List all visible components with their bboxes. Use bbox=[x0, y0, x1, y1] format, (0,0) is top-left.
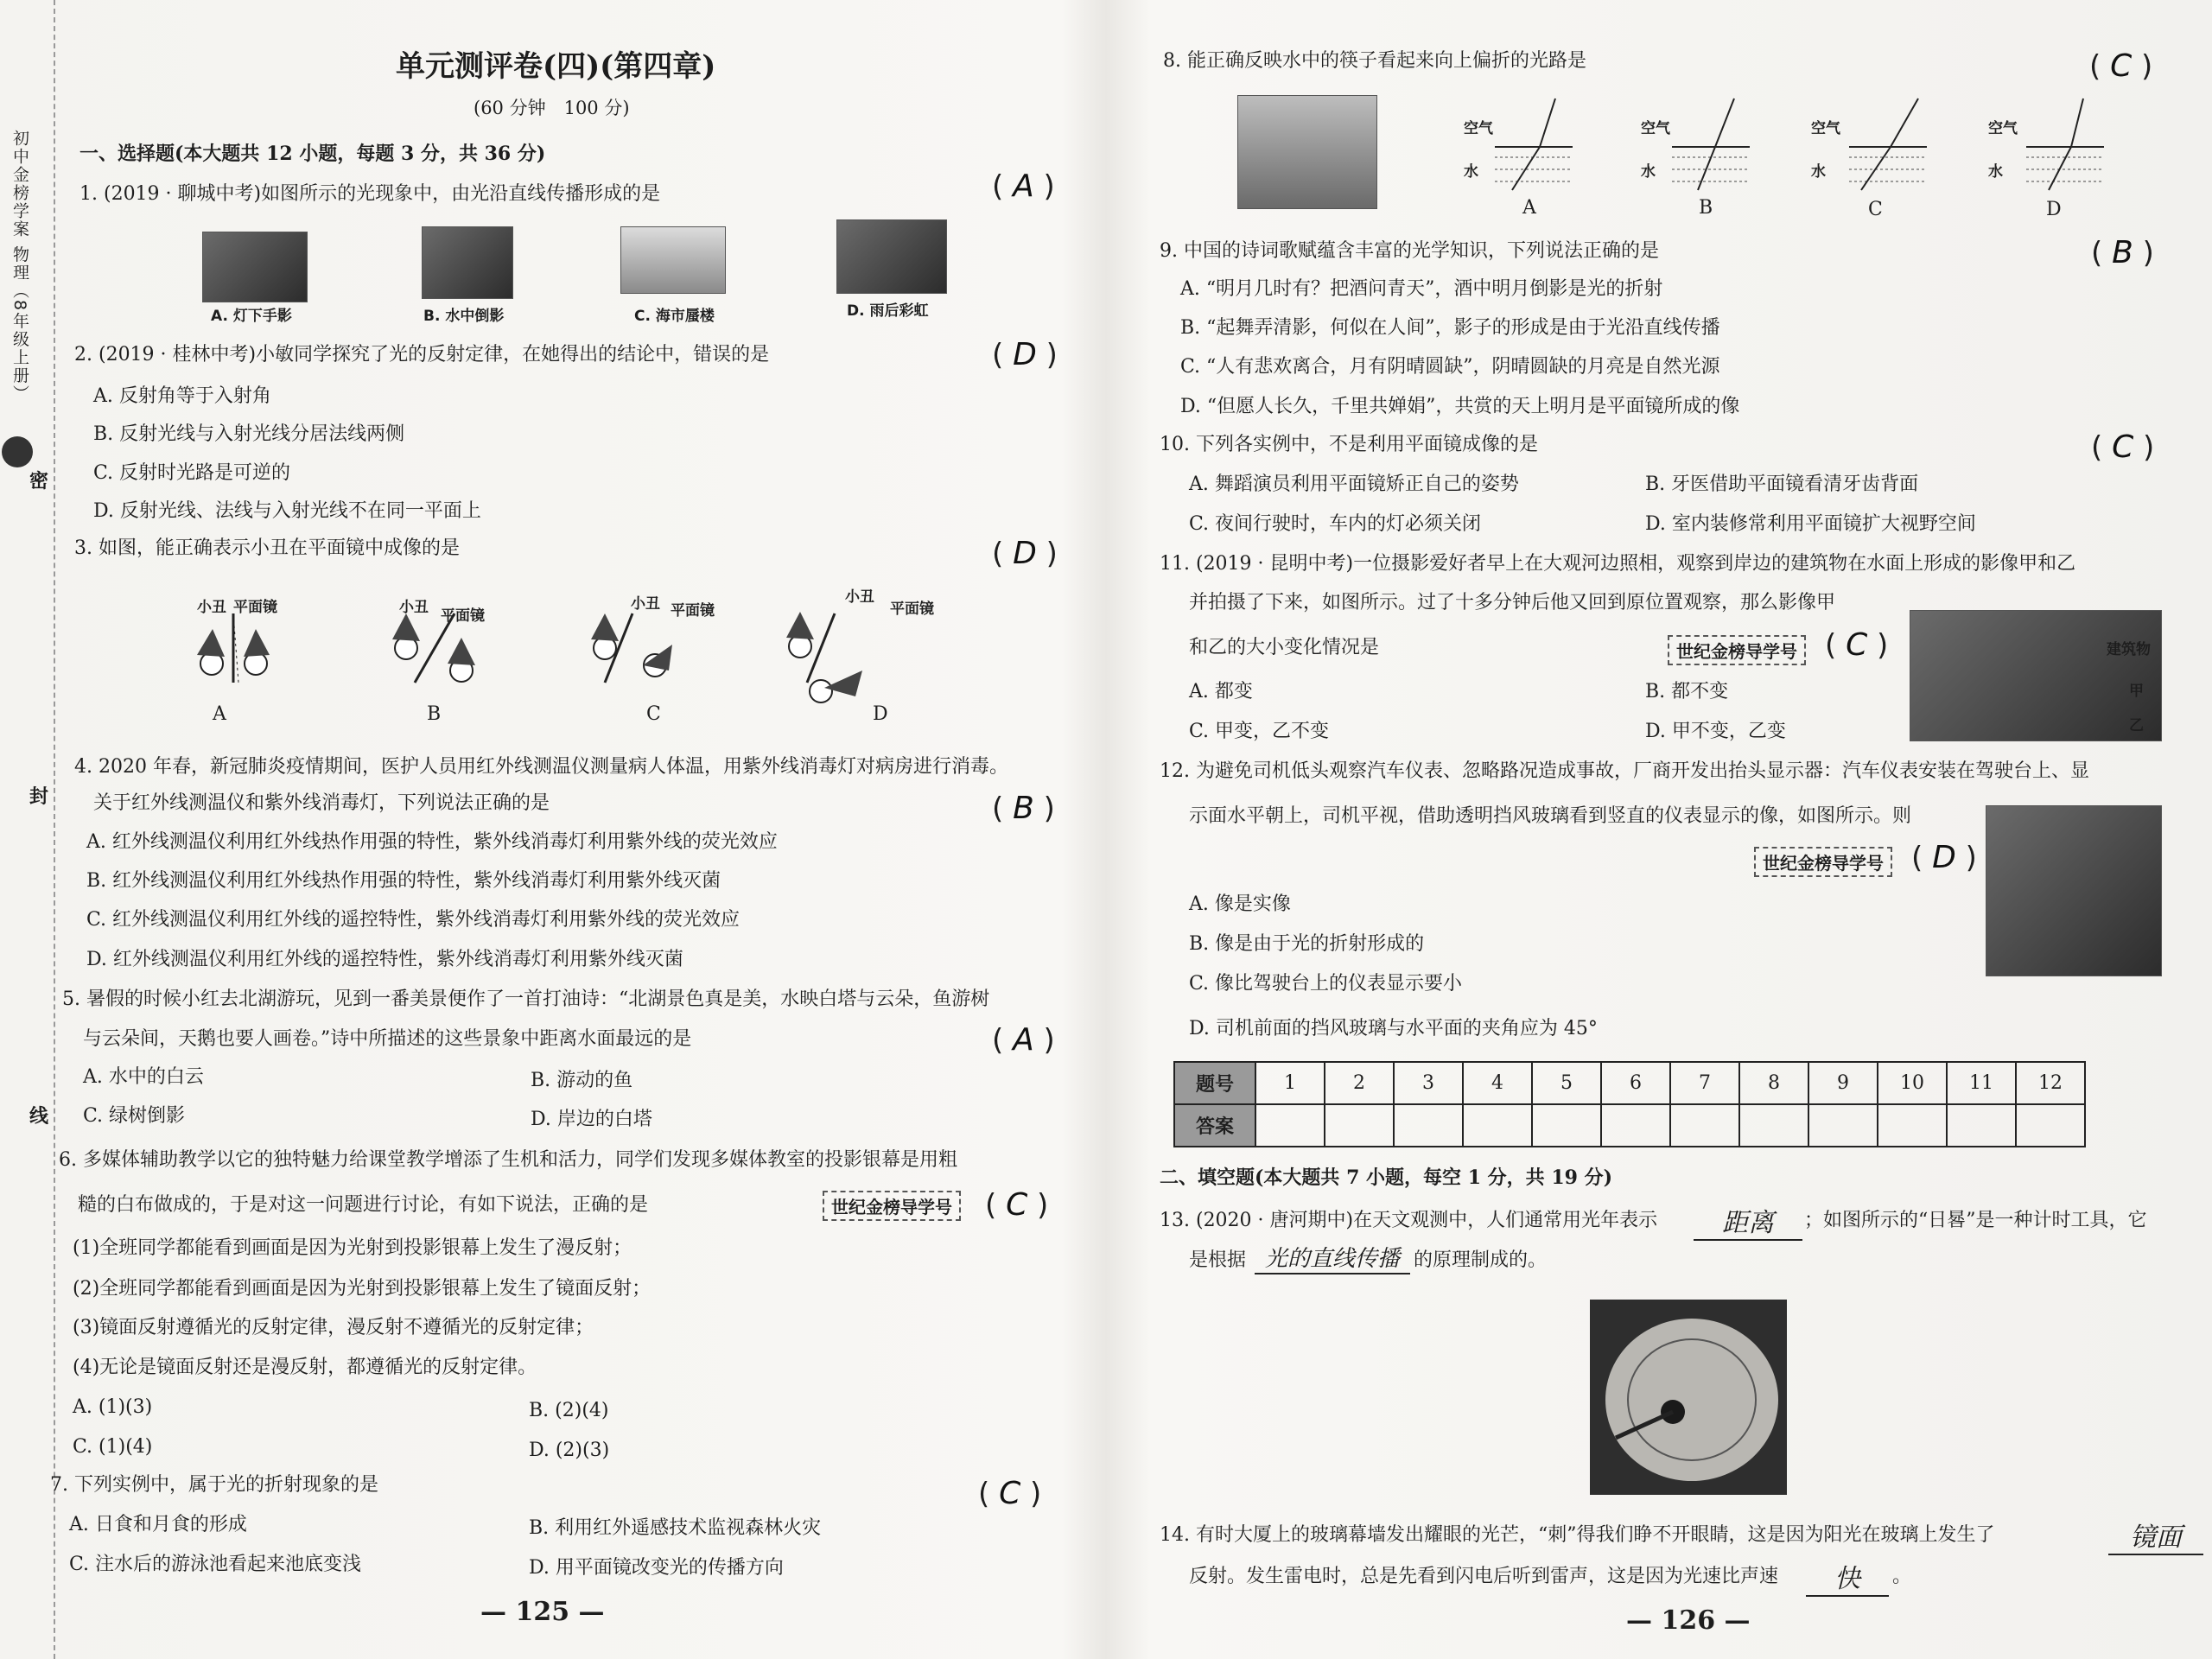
q8-water-label-c: 水 bbox=[1811, 163, 1826, 181]
q13-part3: 是根据 bbox=[1189, 1249, 1247, 1271]
q11-stem-line3: 和乙的大小变化情况是 bbox=[1189, 637, 1380, 658]
q8-label-d: D bbox=[2046, 199, 2062, 220]
grid-answer-cell[interactable] bbox=[1325, 1104, 1394, 1147]
q13-part4: 的原理制成的。 bbox=[1414, 1249, 1548, 1271]
grid-answer-cell[interactable] bbox=[1947, 1104, 2016, 1147]
grid-number-cell: 3 bbox=[1394, 1062, 1463, 1104]
q8-diagram-a bbox=[1495, 99, 1573, 190]
q12-option-a: A. 像是实像 bbox=[1189, 893, 1291, 915]
q6-statement-1: (1)全班同学都能看到画面是因为光射到投影银幕上发生了漫反射； bbox=[73, 1237, 632, 1259]
q11-label-yi: 乙 bbox=[2129, 717, 2144, 734]
q5-answer: ( A ) bbox=[992, 1022, 1055, 1058]
q14-part2: 反射。发生雷电时，总是先看到闪电后听到雷声，这是因为光速比声速 bbox=[1189, 1566, 1779, 1587]
q2-option-d: D. 反射光线、法线与入射光线不在同一平面上 bbox=[93, 500, 481, 522]
q12-answer: ( D ) bbox=[1911, 840, 1977, 875]
q10-option-b: B. 牙医借助平面镜看清牙齿背面 bbox=[1645, 474, 1919, 495]
q11-option-b: B. 都不变 bbox=[1645, 681, 1729, 702]
q4-stem-line1: 4. 2020 年春，新冠肺炎疫情期间，医护人员用红外线测温仪测量病人体温，用紫外线消毒灯对病房进行消毒。 bbox=[74, 756, 1008, 778]
grid-number-cell: 8 bbox=[1739, 1062, 1808, 1104]
q5-option-c: C. 绿树倒影 bbox=[83, 1105, 186, 1127]
grid-answer-cell[interactable] bbox=[1670, 1104, 1739, 1147]
q8-water-label-b: 水 bbox=[1641, 163, 1656, 181]
grid-head-number: 题号 bbox=[1174, 1062, 1255, 1104]
q6-statement-4: (4)无论是镜面反射还是漫反射，都遵循光的反射定律。 bbox=[73, 1357, 537, 1378]
q3-option-d-figure bbox=[786, 612, 862, 702]
q13-blank2[interactable]: 光的直线传播 bbox=[1255, 1241, 1410, 1274]
q8-label-a: A bbox=[1522, 197, 1536, 219]
q3-label-b: B bbox=[427, 703, 442, 725]
cut-line bbox=[54, 0, 55, 1659]
page-number-left: — 125 — bbox=[480, 1597, 605, 1627]
q6-option-c: C. (1)(4) bbox=[73, 1436, 153, 1458]
q10-option-d: D. 室内装修常利用平面镜扩大视野空间 bbox=[1645, 513, 1976, 535]
q8-stem: 8. 能正确反映水中的筷子看起来向上偏折的光路是 bbox=[1163, 50, 1586, 72]
q8-water-label-a: 水 bbox=[1464, 163, 1478, 181]
q7-option-d: D. 用平面镜改变光的传播方向 bbox=[529, 1557, 784, 1579]
q7-stem: 7. 下列实例中，属于光的折射现象的是 bbox=[50, 1474, 378, 1496]
grid-number-cell: 1 bbox=[1255, 1062, 1325, 1104]
spine-mark-mi: 密 bbox=[29, 471, 49, 493]
q10-answer: ( C ) bbox=[2091, 429, 2155, 465]
q4-option-d: D. 红外线测温仪利用红外线的遥控特性，紫外线消毒灯利用紫外线灭菌 bbox=[86, 949, 683, 970]
answer-grid-number-row bbox=[1174, 1062, 2085, 1104]
spine-text: 初中金榜学案 物理（8年级上册） bbox=[10, 130, 29, 404]
q9-answer: ( B ) bbox=[2091, 235, 2154, 270]
q7-option-b: B. 利用红外遥感技术监视森林火灾 bbox=[529, 1517, 822, 1539]
q12-stamp: 世纪金榜导学号 bbox=[1754, 847, 1892, 877]
q11-option-d: D. 甲不变，乙变 bbox=[1645, 721, 1786, 742]
q12-stem-line2: 示面水平朝上，司机平视，借助透明挡风玻璃看到竖直的仪表显示的像，如图所示。则 bbox=[1189, 805, 1912, 827]
q6-stem-line1: 6. 多媒体辅助教学以它的独特魅力给课堂教学增添了生机和活力，同学们发现多媒体教室的投影银幕是用粗 bbox=[59, 1149, 957, 1171]
q2-option-c: C. 反射时光路是可逆的 bbox=[93, 462, 291, 484]
grid-number-cell: 11 bbox=[1947, 1062, 2016, 1104]
q3-label-c: C bbox=[646, 703, 661, 725]
q8-water-label-d: 水 bbox=[1988, 163, 2003, 181]
q4-stem-line2: 关于红外线测温仪和紫外线消毒灯，下列说法正确的是 bbox=[93, 792, 550, 814]
q4-option-b: B. 红外线测温仪利用红外线热作用强的特性，紫外线消毒灯利用紫外线灭菌 bbox=[86, 870, 721, 892]
q3-stem: 3. 如图，能正确表示小丑在平面镜中成像的是 bbox=[74, 537, 460, 559]
q9-option-a: A. “明月几时有？把酒问青天”，酒中明月倒影是光的折射 bbox=[1180, 278, 1663, 300]
page-number-right: — 126 — bbox=[1626, 1605, 1751, 1636]
q14-part1: 14. 有时大厦上的玻璃幕墙发出耀眼的光芒，“刺”得我们睁不开眼睛，这是因为阳光在玻璃上发生了 bbox=[1160, 1524, 1995, 1546]
q6-option-a: A. (1)(3) bbox=[73, 1396, 153, 1418]
q8-diagrams bbox=[1460, 95, 2203, 216]
q3-clown-label-c: 小丑 bbox=[631, 595, 660, 613]
grid-number-cell: 12 bbox=[2016, 1062, 2085, 1104]
q8-diagram-c bbox=[1849, 99, 1927, 190]
q2-stem: 2. (2019 · 桂林中考)小敏同学探究了光的反射定律，在她得出的结论中，错误的是 bbox=[74, 344, 770, 365]
q3-mirror-label-d: 平面镜 bbox=[890, 601, 934, 618]
q2-option-a: A. 反射角等于入射角 bbox=[93, 385, 271, 407]
q11-label-jia: 甲 bbox=[2129, 683, 2144, 700]
q12-stem-line1: 12. 为避免司机低头观察汽车仪表、忽略路况造成事故，厂商开发出抬头显示器：汽车仪表安装在驾驶台上、显 bbox=[1160, 760, 2089, 782]
grid-number-cell: 5 bbox=[1532, 1062, 1601, 1104]
grid-answer-cell[interactable] bbox=[1532, 1104, 1601, 1147]
grid-answer-cell[interactable] bbox=[1463, 1104, 1532, 1147]
q11-stamp: 世纪金榜导学号 bbox=[1668, 635, 1806, 665]
q6-stem-line2: 糙的白布做成的，于是对这一问题进行讨论，有如下说法，正确的是 bbox=[78, 1194, 649, 1216]
q12-photo bbox=[1986, 805, 2162, 976]
q6-stamp: 世纪金榜导学号 bbox=[823, 1191, 961, 1221]
q6-option-b: B. (2)(4) bbox=[529, 1400, 609, 1421]
spine-mark-xian: 线 bbox=[29, 1106, 49, 1128]
q14-blank2[interactable]: 快 bbox=[1806, 1557, 1889, 1597]
q8-answer: ( C ) bbox=[2089, 48, 2153, 84]
grid-answer-cell[interactable] bbox=[1255, 1104, 1325, 1147]
q8-diagram-d bbox=[2026, 99, 2104, 190]
q14-blank1[interactable]: 镜面 bbox=[2108, 1516, 2203, 1555]
q7-option-c: C. 注水后的游泳池看起来池底变浅 bbox=[69, 1554, 362, 1575]
q10-stem: 10. 下列各实例中，不是利用平面镜成像的是 bbox=[1160, 434, 1538, 455]
q12-option-b: B. 像是由于光的折射形成的 bbox=[1189, 933, 1425, 955]
q3-label-a: A bbox=[213, 703, 226, 725]
q8-label-b: B bbox=[1699, 197, 1713, 219]
logo-icon bbox=[2, 436, 33, 467]
q6-statement-2: (2)全班同学都能看到画面是因为光射到投影银幕上发生了镜面反射； bbox=[73, 1278, 652, 1300]
q5-stem-line2: 与云朵间，天鹅也要人画卷。”诗中所描述的这些景象中距离水面最远的是 bbox=[83, 1028, 692, 1050]
q11-photo bbox=[1910, 610, 2162, 741]
q13-part2: ；如图所示的“日晷”是一种计时工具，它 bbox=[1804, 1210, 2147, 1231]
page-title: 单元测评卷(四)(第四章) bbox=[396, 49, 716, 84]
q13-part1: 13. (2020 · 唐河期中)在天文观测中，人们通常用光年表示 bbox=[1160, 1210, 1658, 1231]
q14-part3: 。 bbox=[1892, 1566, 1912, 1587]
q11-option-c: C. 甲变，乙不变 bbox=[1189, 721, 1330, 742]
grid-number-cell: 10 bbox=[1878, 1062, 1947, 1104]
q4-option-c: C. 红外线测温仪利用红外线的遥控特性，紫外线消毒灯利用紫外线的荧光效应 bbox=[86, 909, 741, 931]
q6-statement-3: (3)镜面反射遵循光的反射定律，漫反射不遵循光的反射定律； bbox=[73, 1317, 594, 1338]
q6-option-d: D. (2)(3) bbox=[529, 1440, 610, 1461]
q11-answer: ( C ) bbox=[1825, 627, 1889, 663]
grid-number-cell: 4 bbox=[1463, 1062, 1532, 1104]
q9-option-d: D. “但愿人长久，千里共婵娟”，共赏的天上明月是平面镜所成的像 bbox=[1180, 396, 1740, 417]
q10-option-a: A. 舞蹈演员利用平面镜矫正自己的姿势 bbox=[1189, 474, 1519, 495]
answer-grid-answer-row bbox=[1174, 1104, 2085, 1147]
q3-label-d: D bbox=[873, 703, 888, 725]
q1-photo-d bbox=[836, 219, 947, 294]
left-page bbox=[0, 0, 1097, 1659]
q5-option-b: B. 游动的鱼 bbox=[531, 1070, 633, 1091]
q13-blank1[interactable]: 距离 bbox=[1694, 1201, 1802, 1241]
q1-photo-c bbox=[620, 226, 726, 294]
q8-label-c: C bbox=[1868, 199, 1883, 220]
q8-diagram-b bbox=[1672, 99, 1750, 190]
q3-answer: ( D ) bbox=[992, 536, 1058, 571]
right-page bbox=[1115, 0, 2212, 1659]
q11-stem-line1: 11. (2019 · 昆明中考)一位摄影爱好者早上在大观河边照相，观察到岸边的建筑物在水面上形成的影像甲和乙 bbox=[1160, 553, 2076, 575]
q9-stem: 9. 中国的诗词歌赋蕴含丰富的光学知识，下列说法正确的是 bbox=[1160, 240, 1659, 262]
q1-caption-a: A. 灯下手影 bbox=[211, 308, 292, 325]
grid-number-cell: 2 bbox=[1325, 1062, 1394, 1104]
section-2-heading: 二、填空题(本大题共 7 小题，每空 1 分，共 19 分) bbox=[1160, 1166, 1613, 1189]
grid-number-cell: 7 bbox=[1670, 1062, 1739, 1104]
q3-option-a-figure bbox=[197, 613, 270, 683]
q8-air-label-b: 空气 bbox=[1641, 120, 1670, 137]
q11-label-building: 建筑物 bbox=[2107, 641, 2151, 658]
q3-clown-label-a: 小丑 bbox=[197, 599, 226, 616]
q1-caption-b: B. 水中倒影 bbox=[423, 308, 505, 325]
q3-option-c-figure bbox=[591, 613, 672, 683]
grid-answer-cell[interactable] bbox=[1739, 1104, 1808, 1147]
q13-sundial-photo bbox=[1590, 1300, 1787, 1495]
q3-clown-label-b: 小丑 bbox=[399, 599, 429, 616]
grid-answer-cell[interactable] bbox=[2016, 1104, 2085, 1147]
q8-air-label-d: 空气 bbox=[1988, 120, 2018, 137]
q4-option-a: A. 红外线测温仪利用红外线热作用强的特性，紫外线消毒灯利用紫外线的荧光效应 bbox=[86, 831, 778, 853]
spine-mark-feng: 封 bbox=[29, 786, 49, 808]
q1-caption-d: D. 雨后彩虹 bbox=[847, 302, 929, 320]
q4-answer: ( B ) bbox=[992, 791, 1055, 826]
q5-option-d: D. 岸边的白塔 bbox=[531, 1109, 652, 1130]
q5-stem-line1: 5. 暑假的时候小红去北湖游玩，见到一番美景便作了一首打油诗：“北湖景色真是美，水映白塔与云朵，鱼游树 bbox=[62, 988, 990, 1010]
q1-photo-b bbox=[422, 226, 513, 299]
q12-option-c: C. 像比驾驶台上的仪表显示要小 bbox=[1189, 973, 1463, 995]
q3-mirror-label-b: 平面镜 bbox=[441, 607, 485, 625]
page-subtitle: (60 分钟 100 分) bbox=[474, 98, 630, 118]
q6-answer: ( C ) bbox=[985, 1187, 1049, 1223]
grid-number-cell: 6 bbox=[1601, 1062, 1670, 1104]
q7-answer: ( C ) bbox=[978, 1476, 1042, 1511]
grid-number-cell: 9 bbox=[1808, 1062, 1878, 1104]
q2-answer: ( D ) bbox=[992, 337, 1058, 372]
q9-option-c: C. “人有悲欢离合，月有阴晴圆缺”，阴晴圆缺的月亮是自然光源 bbox=[1180, 356, 1720, 378]
grid-head-answer: 答案 bbox=[1174, 1104, 1255, 1147]
q1-answer: ( A ) bbox=[992, 168, 1055, 204]
q7-option-a: A. 日食和月食的形成 bbox=[69, 1514, 247, 1535]
q1-stem: 1. (2019 · 聊城中考)如图所示的光现象中，由光沿直线传播形成的是 bbox=[79, 183, 661, 205]
q1-caption-c: C. 海市蜃楼 bbox=[634, 308, 715, 325]
q8-air-label-a: 空气 bbox=[1464, 120, 1493, 137]
q1-photo-a bbox=[202, 232, 308, 302]
q11-option-a: A. 都变 bbox=[1189, 681, 1253, 702]
spine bbox=[0, 0, 62, 1659]
q5-option-a: A. 水中的白云 bbox=[83, 1066, 204, 1088]
q8-air-label-c: 空气 bbox=[1811, 120, 1840, 137]
grid-answer-cell[interactable] bbox=[1601, 1104, 1670, 1147]
q3-mirror-label-c: 平面镜 bbox=[671, 602, 715, 620]
q12-option-d: D. 司机前面的挡风玻璃与水平面的夹角应为 45° bbox=[1189, 1018, 1598, 1039]
q3-mirror-label-a: 平面镜 bbox=[233, 599, 277, 616]
q3-clown-label-d: 小丑 bbox=[845, 588, 874, 606]
section-1-heading: 一、选择题(本大题共 12 小题，每题 3 分，共 36 分) bbox=[79, 143, 546, 165]
grid-answer-cell[interactable] bbox=[1808, 1104, 1878, 1147]
q3-figure bbox=[173, 588, 968, 726]
q10-option-c: C. 夜间行驶时，车内的灯必须关闭 bbox=[1189, 513, 1482, 535]
q9-option-b: B. “起舞弄清影，何似在人间”，影子的形成是由于光沿直线传播 bbox=[1180, 317, 1720, 339]
grid-answer-cell[interactable] bbox=[1394, 1104, 1463, 1147]
grid-answer-cell[interactable] bbox=[1878, 1104, 1947, 1147]
q11-stem-line2: 并拍摄了下来，如图所示。过了十多分钟后他又回到原位置观察，那么影像甲 bbox=[1189, 592, 1836, 613]
q2-option-b: B. 反射光线与入射光线分居法线两侧 bbox=[93, 423, 405, 445]
answer-grid bbox=[1173, 1061, 2086, 1147]
q8-photo bbox=[1237, 95, 1377, 209]
